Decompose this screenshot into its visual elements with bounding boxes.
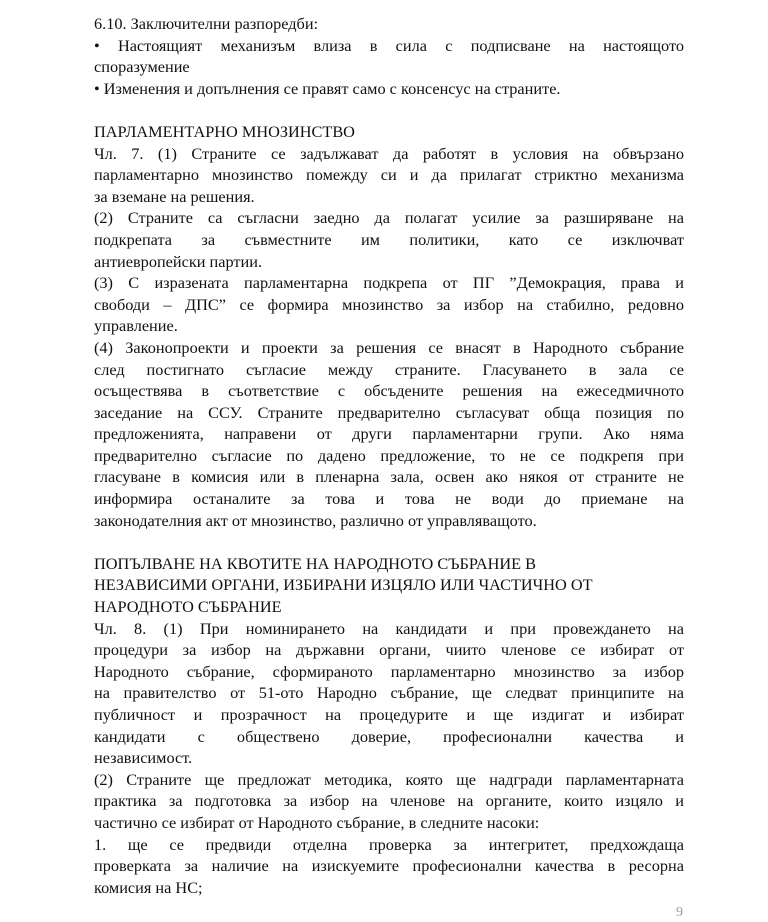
section-heading: НЕЗАВИСИМИ ОРГАНИ, ИЗБИРАНИ ИЗЦЯЛО ИЛИ ЧАСТИЧНО ОТ [94,575,593,595]
article-8-para-1: независимост. [94,748,193,768]
list-item-1: комисия на НС; [94,877,203,897]
article-7-para-4: законодателния акт от мнозинство, различно от управляващото. [94,510,537,530]
article-7-para-4: гласуване в комисия или в пленарна зала, освен ако някоя от страните не [94,467,684,487]
section-title: 6.10. Заключителни разпоредби: [94,14,319,33]
section-6-10 [94,13,684,99]
article-7-para-1: парламентарно мнозинство помежду си и да прилагат стриктно механизма [94,165,684,185]
article-7-para-3: свободи – ДПС” се формира мнозинство за избор на стабилно, редовно [94,294,684,314]
article-7-para-3: управление. [94,316,178,336]
article-8-para-1: на правителство от 51-ото Народно събрание, ще следват принципите на [94,683,684,703]
section-heading: ПАРЛАМЕНТАРНО МНОЗИНСТВО [94,121,355,141]
article-7-para-4: предварително съгласие по дадено предложение, то не се подкрепя при [94,445,684,465]
article-8-para-2: частично се избират от Народното събрание, в следните насоки: [94,812,540,832]
article-7-para-4: след постигнато съгласие между страните. Гласуването в зала се [94,359,684,379]
article-8-para-1: процедури за избор на държавни органи, чиито членове се избират от [94,640,684,660]
article-7-para-2: (2) Страните са съгласни заедно да полагат усилие за разширяване на [94,208,684,228]
article-7-para-1: за вземане на решения. [94,186,255,206]
section-heading: НАРОДНОТО СЪБРАНИЕ [94,597,282,617]
article-7-para-4: осъществява в съответствие с обсъдените решения на ежеседмичното [94,381,684,401]
article-8-para-2: практика за подготовка за избор на членове на органите, които изцяло и [94,791,684,811]
section-majority [94,121,684,531]
article-7-para-2: подкрепата за съвместните им политики, като се изключват [94,229,684,249]
paragraph-spacer [94,99,684,121]
article-7-para-1: Чл. 7. (1) Страните се задължават да работят в условия на обвързано [94,143,684,163]
list-item-1: 1. ще се предвиди отделна проверка за интегритет, предхождаща [94,834,684,854]
article-7-para-2: антиевропейски партии. [94,251,263,271]
section-quotas [94,553,684,899]
page-number: 9 [676,905,683,920]
article-7-para-4: информира останалите за това и това не води до приемане на [94,489,684,509]
article-7-para-4: (4) Законопроекти и проекти за решения се внасят в Народното събрание [94,337,684,357]
article-8-para-2: (2) Страните ще предложат методика, която ще надгради парламентарната [94,769,684,789]
bullet-item: • Настоящият механизъм влиза в сила с подписване на настоящото [94,35,684,55]
article-7-para-3: (3) С изразената парламентарна подкрепа от ПГ ”Демокрация, права и [94,273,684,293]
document-body [94,13,684,898]
bullet-item-continuation: споразумение [94,57,190,77]
article-8-para-1: Народното събрание, сформираното парламентарно мнозинство за избор [94,661,684,681]
list-item-1: проверката за наличие на изискуемите професионални качества в ресорна [94,856,684,876]
article-8-para-1: Чл. 8. (1) При номинирането на кандидати и при провеждането на [94,618,684,638]
article-8-para-1: публичност и прозрачност на процедурите и ще издигат и избират [94,705,684,724]
section-heading: ПОПЪЛВАНЕ НА КВОТИТЕ НА НАРОДНОТО СЪБРАНИЕ В [94,553,536,573]
bullet-item: • Изменения и допълнения се правят само с консенсус на страните. [94,78,561,98]
article-8-para-1: кандидати с обществено доверие, професионални качества и [94,726,684,746]
article-7-para-4: заседание на ССУ. Страните предварително съгласуват обща позиция по [94,402,684,422]
article-7-para-4: предложенията, направени от други парламентарни групи. Ако няма [94,424,684,444]
paragraph-spacer [94,531,684,553]
